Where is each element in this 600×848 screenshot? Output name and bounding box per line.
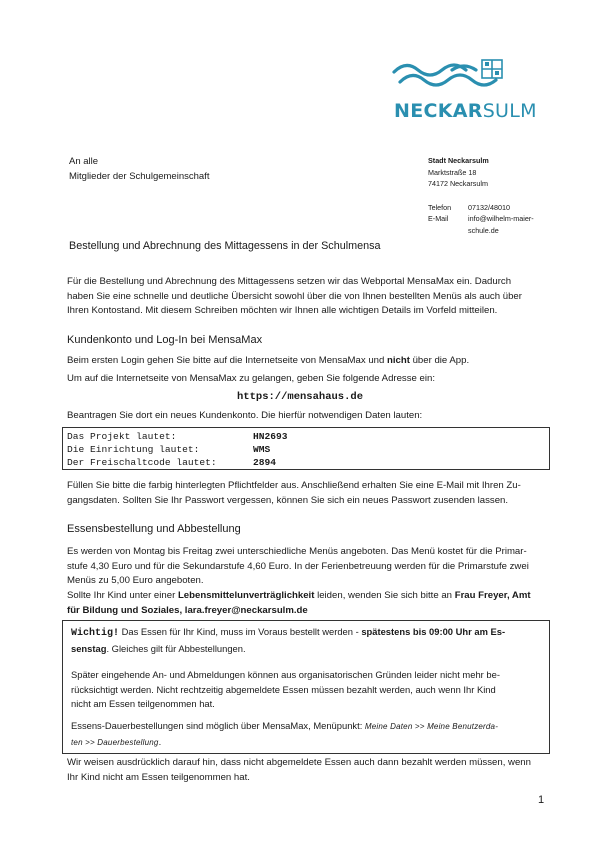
email-value: info@wilhelm-maier- schule.de [468, 214, 534, 235]
recipient-line: An alle [69, 156, 99, 167]
sender-email-row [428, 213, 558, 236]
fill-instruction: Füllen Sie bitte die farbig hinterlegten Pflichtfelder aus. Anschließend erhalten Sie eine E-Mail mit Ihren Zu- gangsdaten. Sollten Sie Ihr Passwort vergessen, können Sie sich ein neues Passwort zusenden lassen. [67, 480, 521, 506]
notice-label: Wichtig! [71, 628, 120, 639]
sender-name: Stadt Neckarsulm [428, 156, 489, 165]
recipient-line: Mitglieder der Schulgemeinschaft [69, 171, 210, 182]
phone-value: 07132/48010 [468, 202, 510, 212]
sender-city: 74172 Neckarsulm [428, 179, 488, 188]
access-codes-box [62, 427, 550, 470]
login-instruction: Beim ersten Login gehen Sie bitte auf die Internetseite von MensaMax und nicht über die App. [67, 355, 470, 366]
section-heading-account: Kundenkonto und Log-In bei MensaMax [67, 334, 263, 346]
recipient-block [69, 154, 209, 184]
notice-deadline: Wichtig! Das Essen für Ihr Kind, muss im Voraus bestellt werden - spätestens bis 09:00 Uhr am Es- senstag. Gleiches gilt für Abbestellungen. [71, 626, 506, 654]
intro-paragraph: Für die Bestellung und Abrechnung des Mittagessens setzen wir das Webportal MensaMax ein. Dadurch haben Sie eine schnelle und deutliche Übersicht sowohl über die von Ihnen bestellten Menüs als auch über Ihren Kontostand. Mit diesem Schreiben möchten wir Ihnen alle wichtigen Details im Vorfeld mitteilen. [67, 276, 522, 316]
phone-label: Telefon [428, 202, 452, 212]
crest-icon [482, 60, 502, 78]
wave-logo-icon [392, 58, 542, 100]
address-instruction: Um auf die Internetseite von MensaMax zu gelangen, geben Sie folgende Adresse ein: [67, 373, 435, 384]
sender-street: Marktstraße 18 [428, 167, 477, 177]
sender-block [428, 155, 558, 236]
menu-paragraph: Es werden von Montag bis Freitag zwei unterschiedliche Menüs angeboten. Das Menü kostet für die Primar- stufe 4,30 Euro und für die Sekundarstufe 4,60 Euro. In der Ferienbetreuung werden für die Primarstufe zwei Menüs zu 5,00 Euro angeboten. [67, 546, 529, 586]
section-heading-ordering: Essensbestellung und Abbestellung [67, 523, 241, 535]
important-notice-box [62, 620, 550, 754]
page-number: 1 [538, 794, 545, 806]
code-row-project: Das Projekt lautet: HN2693 [67, 431, 288, 442]
notice-standing-orders: Essens-Dauerbestellungen sind möglich über MensaMax, Menüpunkt: Meine Daten >> Meine Benutzerda- ten >> Dauerbestellung. [71, 720, 499, 747]
apply-instruction: Beantragen Sie dort ein neues Kundenkonto. Die hierfür notwendigen Daten lauten: [67, 410, 423, 421]
letter-subject: Bestellung und Abrechnung des Mittagessens in der Schulmensa [69, 240, 381, 252]
sender-phone-row [428, 202, 558, 214]
city-wordmark: NECKARSULM [394, 100, 537, 122]
allergy-paragraph: Sollte Ihr Kind unter einer Lebensmittelunverträglichkeit leiden, wenden Sie sich bitte an Frau Freyer, Amt für Bildung und Soziales, lara.freyer@neckarsulm.de [67, 590, 531, 616]
notice-late-changes: Später eingehende An- und Abmeldungen können aus organisatorischen Gründen leider nicht mehr be- rücksichtigt werden. Nicht rechtzeitig abgemeldete Essen müssen bezahlt werden, auch wenn Ihr Kind nicht am Essen teilgenommen hat. [71, 669, 500, 709]
mensamax-url: https://mensahaus.de [236, 391, 364, 403]
code-row-facility: Die Einrichtung lautet: WMS [67, 444, 271, 455]
city-logo [392, 58, 542, 126]
email-label: E-Mail [428, 214, 449, 223]
closing-paragraph: Wir weisen ausdrücklich darauf hin, dass nicht abgemeldete Essen auch dann bezahlt werden müssen, wenn Ihr Kind nicht am Essen teilgenommen hat. [67, 757, 531, 783]
code-row-activation: Der Freischaltcode lautet: 2894 [67, 457, 277, 468]
